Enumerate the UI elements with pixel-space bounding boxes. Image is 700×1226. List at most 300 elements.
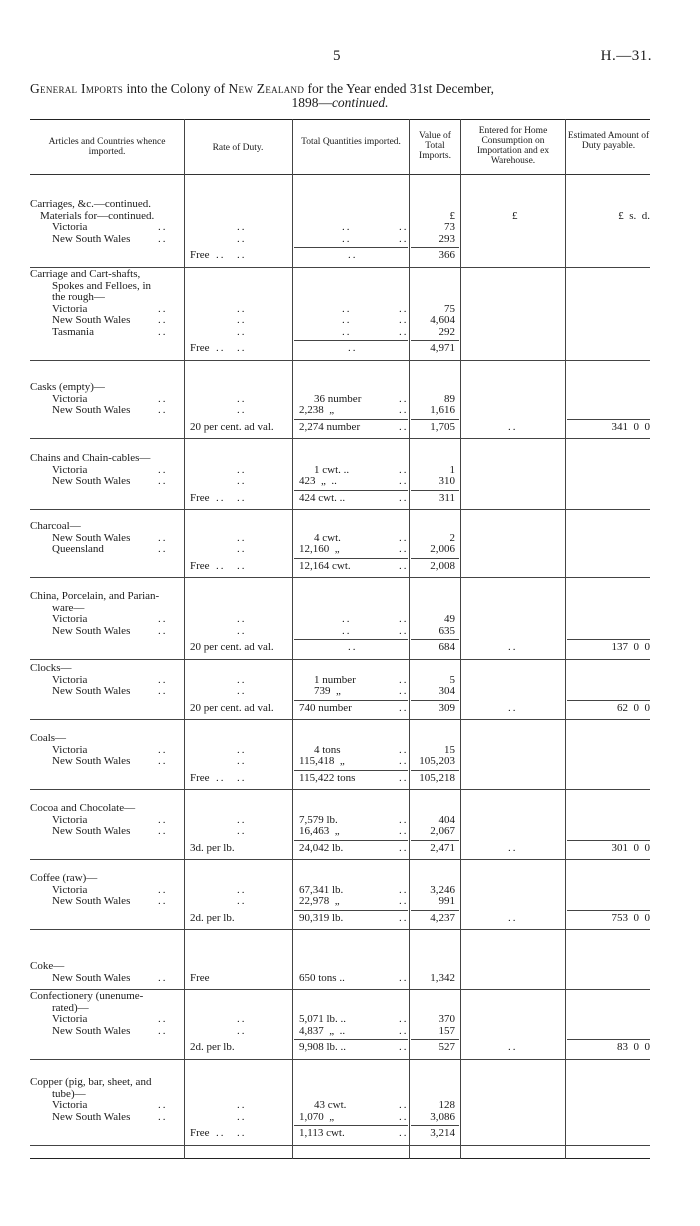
leader-dots: ..	[399, 895, 409, 907]
country-name: Victoria	[52, 392, 88, 405]
country-name: Victoria	[52, 1099, 88, 1111]
leader-dots: ..	[237, 325, 247, 338]
duty-rate: 2d. per lb.	[190, 1041, 235, 1053]
duty-rate: Free	[190, 559, 210, 572]
leader-dots: ..	[342, 325, 352, 338]
leader-dots: ..	[399, 701, 409, 714]
leader-dots: ..	[342, 624, 352, 637]
import-value-total: 105,218	[419, 771, 455, 784]
table-title	[30, 82, 650, 110]
leader-dots: ..	[237, 1024, 247, 1037]
leader-dots: ..	[399, 813, 409, 826]
leader-dots: ..	[399, 302, 409, 315]
leader-dots: ..	[399, 420, 409, 433]
leader-dots: ..	[158, 392, 168, 405]
currency-unit-label: £	[449, 209, 455, 222]
import-value: 73	[444, 221, 455, 233]
subtotal-rule	[294, 490, 408, 491]
header-estimated: Estimated Amount of Duty payable.	[567, 131, 650, 151]
leader-dots: ..	[399, 221, 409, 233]
subtotal-rule	[567, 1039, 650, 1040]
import-value: 2,006	[430, 543, 455, 555]
leader-dots: ..	[158, 613, 168, 625]
duty-rate: 20 per cent. ad val.	[190, 641, 274, 653]
country-name: New South Wales	[52, 531, 131, 544]
leader-dots: ..	[216, 249, 226, 261]
leader-dots: ..	[237, 249, 247, 261]
country-name: Victoria	[52, 1013, 88, 1025]
subtotal-rule	[294, 1125, 408, 1126]
leader-dots: ..	[399, 613, 409, 625]
quantity-total: 424 cwt. ..	[299, 491, 346, 504]
leader-dots: ..	[158, 673, 168, 686]
quantity-value: 1 cwt. ..	[314, 463, 350, 476]
leader-dots: ..	[216, 559, 226, 572]
import-value: 128	[438, 1099, 455, 1111]
table-top-rule	[30, 119, 650, 120]
leader-dots: ..	[399, 559, 409, 572]
leader-dots: ..	[399, 971, 409, 984]
leader-dots: ..	[237, 673, 247, 686]
leader-dots: ..	[158, 1024, 168, 1037]
leader-dots: ..	[158, 221, 168, 233]
import-value: 157	[438, 1024, 455, 1037]
subtotal-rule	[294, 910, 408, 911]
country-name: New South Wales	[52, 1024, 131, 1037]
leader-dots: ..	[237, 685, 247, 697]
leader-dots: ..	[158, 404, 168, 416]
import-value: 635	[438, 624, 455, 637]
article-heading: Casks (empty)—	[30, 381, 105, 393]
leader-dots: ..	[158, 743, 168, 756]
import-value: 3,246	[430, 883, 455, 896]
leader-dots: ..	[399, 911, 409, 924]
leader-dots: ..	[399, 1127, 409, 1139]
subtotal-rule	[30, 577, 650, 578]
leader-dots: ..	[399, 743, 409, 756]
article-heading: tube)—	[52, 1087, 86, 1100]
leader-dots: ..	[399, 1013, 409, 1025]
leader-dots: ..	[237, 559, 247, 572]
article-heading: Clocks—	[30, 662, 72, 674]
subtotal-rule	[411, 558, 459, 559]
country-name: Victoria	[52, 613, 88, 625]
quantity-value: 4 cwt.	[314, 531, 341, 544]
quantity-total: 2,274 number	[299, 420, 361, 433]
leader-dots: ..	[508, 420, 518, 433]
leader-dots: ..	[399, 325, 409, 338]
leader-dots: ..	[158, 685, 168, 697]
quantity-value: 2,238 „	[299, 404, 335, 416]
subtotal-rule	[411, 639, 459, 640]
leader-dots: ..	[237, 404, 247, 416]
subtotal-rule	[30, 509, 650, 510]
quantity-value: 423 „ ..	[299, 475, 337, 487]
header-rate: Rate of Duty.	[212, 143, 264, 153]
subtotal-rule	[411, 1125, 459, 1126]
leader-dots: ..	[158, 531, 168, 544]
header-rule	[30, 174, 650, 175]
leader-dots: ..	[237, 543, 247, 555]
leader-dots: ..	[399, 624, 409, 637]
import-value: 3,086	[430, 1110, 455, 1123]
import-value-total: 1,705	[430, 420, 455, 433]
duty-rate: Free	[190, 771, 210, 784]
column-divider	[460, 119, 461, 1159]
leader-dots: ..	[237, 531, 247, 544]
currency-unit-label: £ s. d.	[618, 209, 650, 222]
country-name: Victoria	[52, 302, 88, 315]
leader-dots: ..	[342, 232, 352, 245]
leader-dots: ..	[158, 971, 168, 984]
leader-dots: ..	[237, 743, 247, 756]
country-name: New South Wales	[52, 895, 131, 907]
leader-dots: ..	[399, 825, 409, 837]
leader-dots: ..	[237, 221, 247, 233]
leader-dots: ..	[216, 491, 226, 504]
leader-dots: ..	[508, 841, 518, 854]
leader-dots: ..	[237, 1013, 247, 1025]
import-value: 2,067	[430, 825, 455, 837]
subtotal-rule	[30, 659, 650, 660]
article-heading: rated)—	[52, 1001, 89, 1014]
subtotal-rule	[30, 1059, 650, 1060]
import-value: 2	[449, 531, 455, 544]
header-value: Value of Total Imports.	[419, 131, 451, 161]
leader-dots: ..	[342, 221, 352, 233]
subtotal-rule	[294, 770, 408, 771]
currency-unit-label: £	[512, 209, 518, 222]
import-value: 1	[449, 463, 455, 476]
column-divider	[565, 119, 566, 1159]
leader-dots: ..	[158, 624, 168, 637]
quantity-value: 22,978 „	[299, 895, 340, 907]
leader-dots: ..	[399, 673, 409, 686]
duty-rate: 20 per cent. ad val.	[190, 701, 274, 714]
country-name: Victoria	[52, 813, 88, 826]
country-name: Victoria	[52, 221, 88, 233]
leader-dots: ..	[399, 531, 409, 544]
leader-dots: ..	[348, 249, 358, 261]
column-divider	[409, 119, 410, 1159]
duty-payable: 62 0 0	[617, 701, 650, 714]
country-name: New South Wales	[52, 825, 131, 837]
leader-dots: ..	[237, 883, 247, 896]
leader-dots: ..	[399, 883, 409, 896]
quantity-value: 5,071 lb. ..	[299, 1013, 347, 1025]
quantity-value: 739 „	[314, 685, 341, 697]
leader-dots: ..	[399, 543, 409, 555]
leader-dots: ..	[399, 685, 409, 697]
page-number: 5	[333, 48, 341, 64]
country-name: New South Wales	[52, 971, 131, 984]
subtotal-rule	[567, 700, 650, 701]
quantity-value: 7,579 lb.	[299, 813, 338, 826]
subtotal-rule	[411, 770, 459, 771]
article-heading: Chains and Chain-cables—	[30, 452, 151, 464]
duty-rate: 3d. per lb.	[190, 841, 235, 854]
quantity-value: 43 cwt.	[314, 1099, 347, 1111]
import-value-total: 3,214	[430, 1127, 455, 1139]
leader-dots: ..	[237, 1099, 247, 1111]
leader-dots: ..	[399, 491, 409, 504]
subtotal-rule	[294, 558, 408, 559]
import-value: 49	[444, 613, 455, 625]
import-value: 293	[438, 232, 455, 245]
country-name: New South Wales	[52, 624, 131, 637]
import-value-total: 684	[438, 641, 455, 653]
header-articles: Articles and Countries whence imported.	[48, 137, 166, 157]
duty-payable: 83 0 0	[617, 1041, 650, 1053]
article-heading: Charcoal—	[30, 520, 81, 532]
imports-table	[30, 119, 650, 1159]
leader-dots: ..	[399, 1110, 409, 1123]
leader-dots: ..	[399, 392, 409, 405]
import-value-total: 4,237	[430, 911, 455, 924]
leader-dots: ..	[399, 463, 409, 476]
leader-dots: ..	[158, 475, 168, 487]
subtotal-rule	[294, 247, 408, 248]
leader-dots: ..	[237, 1110, 247, 1123]
import-value-total: 311	[438, 491, 455, 504]
country-name: Victoria	[52, 673, 88, 686]
import-value: 5	[449, 673, 455, 686]
subtotal-rule	[411, 700, 459, 701]
import-value-total: 309	[438, 701, 455, 714]
leader-dots: ..	[216, 1127, 226, 1139]
quantity-value: 12,160 „	[299, 543, 340, 555]
quantity-value: 115,418 „	[299, 755, 345, 767]
leader-dots: ..	[158, 1110, 168, 1123]
document-code: H.—31.	[600, 48, 652, 64]
subtotal-rule	[411, 247, 459, 248]
leader-dots: ..	[237, 463, 247, 476]
duty-rate: Free	[190, 342, 210, 354]
duty-rate: Free	[190, 1127, 210, 1139]
subtotal-rule	[30, 719, 650, 720]
article-heading: Coals—	[30, 732, 67, 744]
quantity-total: 12,164 cwt.	[299, 559, 351, 572]
leader-dots: ..	[508, 641, 518, 653]
quantity-value: 36 number	[314, 392, 362, 405]
country-name: New South Wales	[52, 755, 131, 767]
leader-dots: ..	[237, 1127, 247, 1139]
duty-payable: 137 0 0	[611, 641, 650, 653]
import-value-total: 2,471	[430, 841, 455, 854]
leader-dots: ..	[399, 755, 409, 767]
subtotal-rule	[294, 700, 408, 701]
subtotal-rule	[411, 910, 459, 911]
country-name: New South Wales	[52, 314, 131, 326]
leader-dots: ..	[508, 911, 518, 924]
subtotal-rule	[30, 929, 650, 930]
import-value-total: 366	[438, 249, 455, 261]
leader-dots: ..	[158, 1013, 168, 1025]
subtotal-rule	[30, 789, 650, 790]
leader-dots: ..	[237, 825, 247, 837]
import-value: 370	[438, 1013, 455, 1025]
subtotal-rule	[567, 419, 650, 420]
leader-dots: ..	[399, 1024, 409, 1037]
leader-dots: ..	[158, 302, 168, 315]
leader-dots: ..	[158, 813, 168, 826]
article-heading: Coke—	[30, 960, 65, 972]
header-quantities: Total Quantities imported.	[301, 137, 401, 147]
article-heading: Coffee (raw)—	[30, 872, 98, 884]
leader-dots: ..	[158, 825, 168, 837]
duty-rate: 2d. per lb.	[190, 911, 235, 924]
title-line2	[30, 96, 650, 110]
subtotal-rule	[567, 910, 650, 911]
leader-dots: ..	[158, 1099, 168, 1111]
import-value: 75	[444, 302, 455, 315]
quantity-total: 9,908 lb. ..	[299, 1041, 347, 1053]
subtotal-rule	[294, 639, 408, 640]
subtotal-rule	[567, 639, 650, 640]
table-bottom-rule	[30, 1158, 650, 1159]
import-value: 1,616	[430, 404, 455, 416]
leader-dots: ..	[237, 302, 247, 315]
leader-dots: ..	[237, 895, 247, 907]
subtotal-rule	[30, 360, 650, 361]
country-name: New South Wales	[52, 1110, 131, 1123]
subtotal-rule	[30, 1145, 650, 1146]
quantity-total: 24,042 lb.	[299, 841, 344, 854]
import-value: 89	[444, 392, 455, 405]
import-value-total: 4,971	[430, 342, 455, 354]
leader-dots: ..	[508, 1041, 518, 1053]
quantity-total: 740 number	[299, 701, 352, 714]
leader-dots: ..	[237, 771, 247, 784]
quantity-total: 90,319 lb.	[299, 911, 344, 924]
leader-dots: ..	[342, 314, 352, 326]
import-value: 15	[444, 743, 455, 756]
country-name: New South Wales	[52, 232, 131, 245]
import-value: 991	[438, 895, 455, 907]
duty-payable: 753 0 0	[611, 911, 650, 924]
quantity-total: 115,422 tons	[299, 771, 356, 784]
leader-dots: ..	[237, 491, 247, 504]
leader-dots: ..	[158, 463, 168, 476]
duty-rate: 20 per cent. ad val.	[190, 420, 274, 433]
country-name: New South Wales	[52, 685, 131, 697]
import-value: 1,342	[430, 971, 455, 984]
leader-dots: ..	[237, 232, 247, 245]
subtotal-rule	[411, 840, 459, 841]
import-value: 4,604	[430, 314, 455, 326]
leader-dots: ..	[237, 813, 247, 826]
import-value: 304	[438, 685, 455, 697]
article-heading: ware—	[52, 601, 85, 614]
leader-dots: ..	[399, 475, 409, 487]
duty-rate: Free	[190, 971, 210, 984]
leader-dots: ..	[237, 624, 247, 637]
leader-dots: ..	[508, 701, 518, 714]
import-value: 310	[438, 475, 455, 487]
subtotal-rule	[294, 1039, 408, 1040]
article-heading: China, Porcelain, and Parian-	[30, 590, 160, 602]
leader-dots: ..	[399, 1041, 409, 1053]
header-entered: Entered for Home Consumption on Importation and ex Warehouse.	[476, 126, 550, 166]
article-heading: Carriages, &c.—continued.	[30, 198, 151, 210]
subtotal-rule	[294, 340, 408, 341]
leader-dots: ..	[399, 404, 409, 416]
country-name: New South Wales	[52, 475, 131, 487]
import-value: 404	[438, 813, 455, 826]
subtotal-rule	[411, 1039, 459, 1040]
duty-rate: Free	[190, 249, 210, 261]
leader-dots: ..	[237, 314, 247, 326]
quantity-value: 4,837 „ ..	[299, 1024, 346, 1037]
leader-dots: ..	[158, 543, 168, 555]
article-heading: Materials for—continued.	[40, 209, 155, 222]
leader-dots: ..	[158, 232, 168, 245]
import-value: 292	[438, 325, 455, 338]
leader-dots: ..	[237, 475, 247, 487]
quantity-value: 1,070 „	[299, 1110, 335, 1123]
leader-dots: ..	[158, 883, 168, 896]
quantity-value: 650 tons ..	[299, 971, 345, 984]
import-value-total: 527	[438, 1041, 455, 1053]
duty-rate: Free	[190, 491, 210, 504]
article-heading: the rough—	[52, 291, 105, 303]
leader-dots: ..	[399, 841, 409, 854]
title-mid1: into the Colony of	[123, 81, 229, 96]
leader-dots: ..	[158, 755, 168, 767]
country-name: Tasmania	[52, 325, 94, 338]
country-name: New South Wales	[52, 404, 131, 416]
subtotal-rule	[294, 840, 408, 841]
subtotal-rule	[411, 340, 459, 341]
article-heading: Spokes and Felloes, in	[52, 279, 151, 292]
leader-dots: ..	[158, 325, 168, 338]
leader-dots: ..	[158, 895, 168, 907]
column-divider	[184, 119, 185, 1159]
subtotal-rule	[30, 859, 650, 860]
subtotal-rule	[567, 840, 650, 841]
article-heading: Copper (pig, bar, sheet, and	[30, 1076, 152, 1088]
leader-dots: ..	[399, 771, 409, 784]
subtotal-rule	[411, 419, 459, 420]
quantity-value: 16,463 „	[299, 825, 340, 837]
quantity-value: 1 number	[314, 673, 356, 686]
quantity-value: 67,341 lb.	[299, 883, 344, 896]
leader-dots: ..	[216, 342, 226, 354]
title-nz: New Zealand	[228, 81, 305, 96]
quantity-value: 4 tons	[314, 743, 341, 756]
duty-payable: 301 0 0	[611, 841, 650, 854]
country-name: Victoria	[52, 463, 88, 476]
title-prefix: General Imports	[30, 81, 124, 96]
title-continued: continued.	[331, 95, 389, 110]
import-value-total: 2,008	[430, 559, 455, 572]
subtotal-rule	[30, 438, 650, 439]
leader-dots: ..	[399, 232, 409, 245]
leader-dots: ..	[237, 755, 247, 767]
leader-dots: ..	[399, 314, 409, 326]
country-name: Victoria	[52, 743, 88, 756]
article-heading: Carriage and Cart-shafts,	[30, 268, 141, 280]
leader-dots: ..	[237, 613, 247, 625]
import-value: 105,203	[419, 755, 455, 767]
leader-dots: ..	[158, 314, 168, 326]
title-year: 1898—	[291, 95, 332, 110]
leader-dots: ..	[237, 342, 247, 354]
article-heading: Confectionery (unenume-	[30, 990, 144, 1002]
column-divider	[292, 119, 293, 1159]
leader-dots: ..	[399, 1099, 409, 1111]
country-name: Queensland	[52, 543, 104, 555]
